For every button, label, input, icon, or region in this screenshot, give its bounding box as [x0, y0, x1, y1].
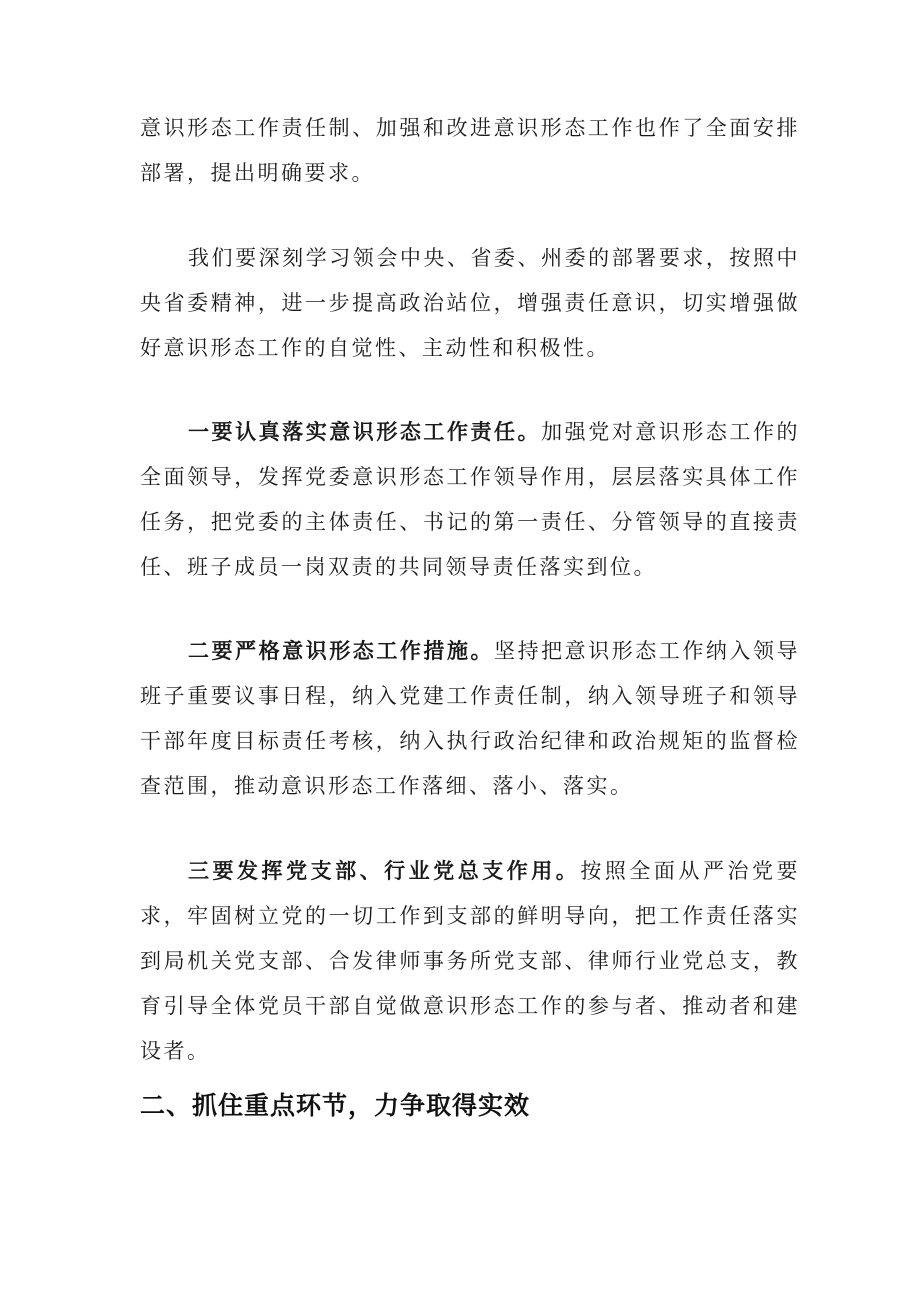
paragraph-3 — [140, 409, 800, 590]
paragraph-5-lead: 三要发挥党支部、行业党总支作用。 — [188, 858, 581, 883]
paragraph-2-text: 我们要深刻学习领会中央、省委、州委的部署要求，按照中央省委精神，进一步提高政治站位，增强责任意识，切实增强做好意识形态工作的自觉性、主动性和积极性。 — [140, 246, 800, 360]
paragraph-5-text: 按照全面从严治党要求，牢固树立党的一切工作到支部的鲜明导向，把工作责任落实到局机关党支部、合发律师事务所党支部、律师行业党总支，教育引导全体党员干部自觉做意识形态工作的参与者、推动者和建设者。 — [140, 859, 801, 1063]
paragraph-1 — [140, 106, 800, 196]
paragraph-4-text: 坚持把意识形态工作纳入领导班子重要议事日程，纳入党建工作责任制，纳入领导班子和领导干部年度目标责任考核，纳入执行政治纪律和政治规矩的监督检查范围，推动意识形态工作落细、落小、落实。 — [140, 639, 801, 798]
paragraph-5 — [140, 848, 800, 1074]
paragraph-3-lead: 一要认真落实意识形态工作责任。 — [188, 419, 542, 444]
paragraph-3-text: 加强党对意识形态工作的全面领导，发挥党委意识形态工作领导作用，层层落实具体工作任务，把党委的主体责任、书记的第一责任、分管领导的直接责任、班子成员一岗双责的共同领导责任落实到位。 — [140, 420, 801, 579]
paragraph-4-lead: 二要严格意识形态工作措施。 — [188, 638, 495, 663]
paragraph-2 — [140, 236, 800, 371]
section-heading: 二、抓住重点环节，力争取得实效 — [140, 1091, 531, 1120]
paragraph-1-text: 意识形态工作责任制、加强和改进意识形态工作也作了全面安排部署，提出明确要求。 — [140, 116, 800, 185]
paragraph-4 — [140, 628, 800, 809]
